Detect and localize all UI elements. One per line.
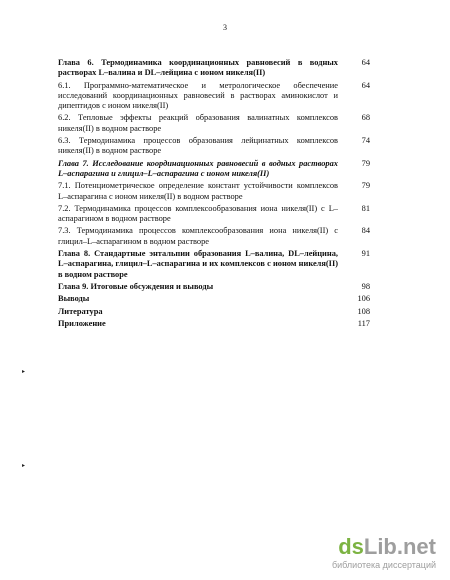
toc-entry-text: Глава 6. Термодинамика координационных равновесий в водных растворах L–валина и DL–лейцина с ионом никеля(II) [58,58,338,78]
toc-entry-page: 117 [357,318,370,328]
toc-entry-text: 7.3. Термодинамика процессов комплексообразования иона никеля(II) с глицил–L–аспарагином в водном растворе [58,226,338,246]
toc-entry [58,81,370,112]
toc-entry-text: Выводы [58,294,90,304]
toc-entry-text: 6.2. Тепловые эффекты реакций образования валинатных комплексов никеля(II) в водном растворе [58,113,338,133]
toc-entry [58,136,370,157]
toc-entry-text: 7.2. Термодинамика процессов комплексообразования иона никеля(II) с L–аспарагином в водном растворе [58,203,338,224]
toc-entry-page: 64 [361,80,370,90]
toc-entry-page: 106 [357,294,370,304]
toc-entry-page: 81 [361,203,370,213]
toc-entry-text: 6.3. Термодинамика процессов образования лейцинатных комплексов никеля(II) в водном растворе [58,136,338,156]
toc-entry-page: 84 [361,226,370,236]
toc-entry [58,159,370,180]
toc-entry-page: 68 [361,113,370,123]
toc-entry [58,282,370,292]
toc-entry [58,249,370,280]
toc-entry-text: Глава 7. Исследование координационных равновесий в водных растворах L–аспарагина и глицил–L–аспарагина с ионом никеля(II) [58,158,338,178]
toc-entry-page: 64 [361,58,370,67]
toc-entry [58,226,370,247]
toc-entry-page: 79 [361,181,370,191]
scan-mark: ▸ [22,463,26,469]
watermark-logo: dsLib.net [338,534,436,559]
toc-entry [58,307,370,317]
toc-entry-text: Литература [58,306,103,316]
toc-entry-page: 91 [361,249,370,259]
toc-entry-text: Глава 9. Итоговые обсуждения и выводы [58,281,214,291]
toc-entry [58,58,370,79]
toc-entry-text: Глава 8. Стандартные энтальпии образования L–валина, DL–лейцина, L–аспарагина, глицил–L–аспарагина и их комплексов с ионом никеля(II) в водном растворе [58,249,338,279]
watermark [332,536,436,570]
toc-entry-page: 108 [357,306,370,316]
scan-mark: ▸ [22,369,26,375]
toc-entry-page: 79 [361,158,370,168]
table-of-contents [58,58,370,331]
toc-entry [58,204,370,225]
toc-entry [58,113,370,134]
watermark-subtitle: библиотека диссертаций [331,560,436,570]
page-number: 3 [223,23,227,32]
toc-entry [58,294,370,304]
toc-entry-text: 6.1. Программно-математическое и метрологическое обеспечение исследований координационных равновесий в растворах аминокислот и дипептидов с ионом никеля(II) [58,80,338,111]
toc-entry-page: 98 [361,281,370,291]
toc-entry [58,181,370,202]
toc-entry-text: Приложение [58,318,106,328]
toc-entry [58,319,370,329]
toc-entry-text: 7.1. Потенциометрическое определение констант устойчивости комплексов L–аспарагина с ионом никеля(II) в водном растворе [58,181,338,201]
toc-entry-page: 74 [361,136,370,146]
